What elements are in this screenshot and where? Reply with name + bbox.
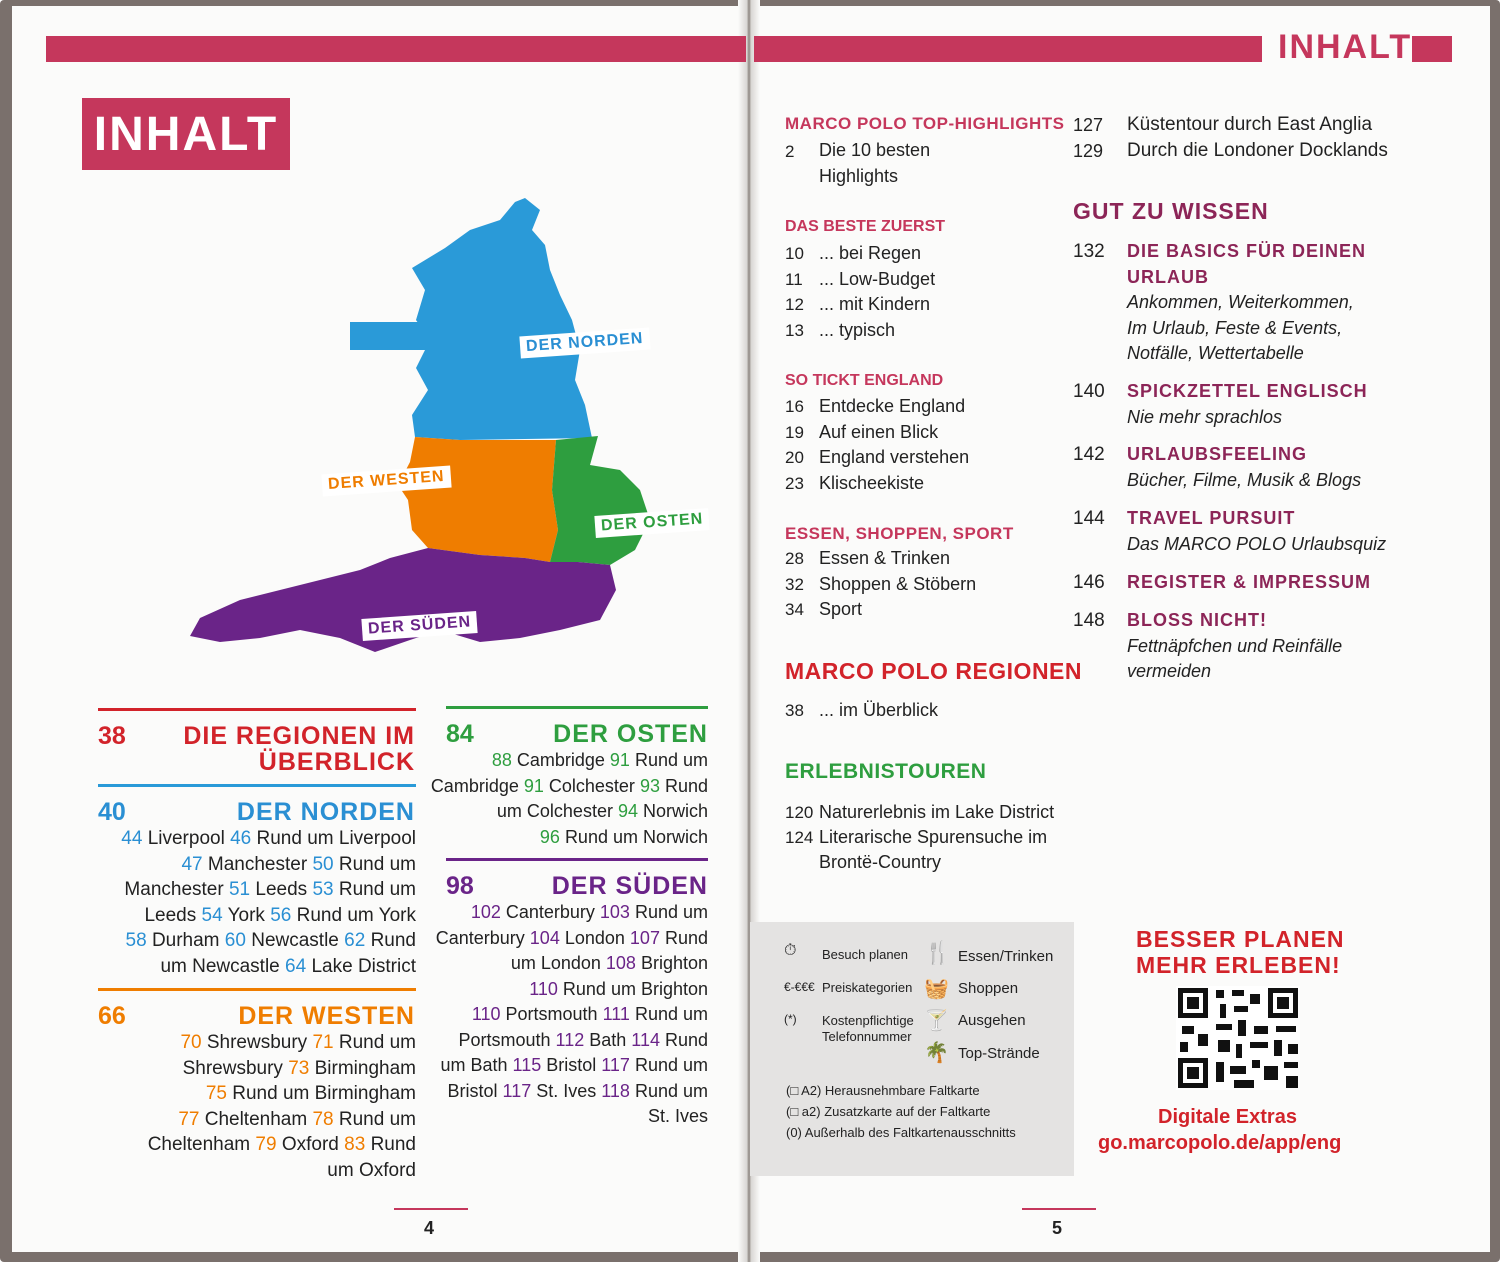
gut-entry-subtitle: Im Urlaub, Feste & Events,: [1127, 317, 1343, 338]
toc-entry-line: [206, 1083, 416, 1105]
page-ref-number: 62: [338, 930, 371, 951]
section-38-title-2: ÜBERBLICK: [258, 748, 415, 776]
toc-entry-line: [511, 953, 708, 974]
place-name: Rund um: [634, 1055, 708, 1075]
promo-url[interactable]: go.marcopolo.de/app/eng: [1098, 1132, 1342, 1154]
cutlery-icon: 🍴: [924, 940, 952, 965]
place-name: Portsmouth: [458, 1029, 551, 1050]
page-ref-number: 104: [524, 927, 565, 948]
page-ref-number: 44: [121, 828, 148, 849]
toc-entry: Klischeekiste: [819, 472, 925, 493]
place-name: Manchester: [124, 879, 224, 900]
gut-page-number: 146: [1073, 572, 1105, 593]
page-ref-number: 64: [279, 955, 312, 977]
place-name: Bristol: [546, 1055, 597, 1075]
rule-38: [98, 708, 416, 711]
page-ref-number: 70: [180, 1032, 207, 1053]
toc-page-number: 20: [785, 448, 804, 467]
place-name: Rund um Norwich: [564, 826, 708, 847]
place-name: Cambridge: [516, 750, 605, 770]
touren-title: ERLEBNISTOUREN: [785, 760, 987, 783]
england-region-map: [180, 190, 680, 670]
legend-kosten-1: Kostenpflichtige: [822, 1013, 914, 1028]
page-ref-number: 110: [529, 978, 563, 999]
place-name: York: [227, 904, 265, 926]
place-name: Lake District: [311, 955, 416, 977]
toc-entry: Sport: [819, 599, 863, 619]
place-name: Rund um: [634, 750, 708, 770]
regionen-title: MARCO POLO REGIONEN: [785, 658, 1083, 684]
gut-entry-subtitle: Notfälle, Wettertabelle: [1127, 343, 1304, 363]
page-ref-number: 102: [470, 902, 506, 922]
place-name: um Oxford: [327, 1159, 416, 1181]
toc-page-number: 16: [785, 397, 804, 416]
top-highlights-line-2: Highlights: [819, 166, 899, 186]
toc-page-number: 38: [785, 701, 804, 720]
toc-entry-line: [440, 1055, 708, 1076]
toc-entry: ... bei Regen: [819, 243, 922, 263]
page-ref-number: 111: [597, 1004, 635, 1024]
legend-strand: Top-Strände: [958, 1045, 1040, 1062]
place-name: Rund um: [338, 853, 416, 875]
rule-40: [98, 784, 416, 787]
essen-title: ESSEN, SHOPPEN, SPORT: [785, 524, 1014, 543]
clock-icon: ⏱: [784, 942, 797, 959]
top-highlights-num: 2: [785, 142, 795, 161]
place-name: Rund um Brighton: [562, 978, 708, 999]
right-footer-rule: [1022, 1208, 1096, 1210]
rule-84: [446, 706, 708, 709]
page-ref-number: 47: [181, 853, 208, 875]
toc-entry-line: [178, 1109, 416, 1131]
right-page-number: 5: [1052, 1218, 1063, 1238]
place-name: um London: [510, 953, 601, 973]
toc-entry: ... Low-Budget: [819, 268, 936, 289]
toc-entry: ... mit Kindern: [819, 294, 931, 314]
toc-entry-line: [327, 1160, 416, 1182]
section-66-num: 66: [98, 1002, 126, 1030]
palm-icon: 🌴: [924, 1042, 949, 1064]
toc-page-number: 19: [785, 422, 804, 442]
toc-entry-line: [160, 956, 416, 978]
place-name: St. Ives: [647, 1106, 708, 1126]
toc-page-number: 23: [785, 473, 804, 493]
page-ref-number: 56: [264, 904, 297, 926]
gut-entry-subtitle: Fettnäpfchen und Reinfälle: [1127, 635, 1343, 656]
legend-karte-1: (□ A2) Herausnehmbare Faltkarte: [786, 1083, 980, 1098]
toc-entry-line: [180, 1032, 416, 1054]
gut-entry-subtitle: Das MARCO POLO Urlaubsquiz: [1127, 533, 1387, 554]
toc-entry-line: [529, 979, 708, 1000]
toc-entry-line: [181, 854, 416, 876]
place-name: Rund um: [338, 1032, 416, 1053]
gut-zu-wissen-title: GUT ZU WISSEN: [1073, 198, 1269, 224]
promo-extras: Digitale Extras: [1158, 1106, 1297, 1128]
place-name: Bristol: [447, 1080, 498, 1101]
gut-entry-subtitle: Nie mehr sprachlos: [1127, 406, 1283, 427]
section-98-title: DER SÜDEN: [551, 872, 708, 900]
toc-entry-line: [148, 1134, 416, 1156]
toc-entry-line: [144, 905, 416, 927]
place-name: Rund um Birmingham: [232, 1083, 416, 1104]
section-38-title-1: DIE REGIONEN IM: [183, 722, 415, 750]
toc-page-number: 34: [785, 600, 804, 619]
gut-entry-subtitle: vermeiden: [1127, 661, 1212, 681]
page-ref-number: 77: [178, 1108, 205, 1130]
place-name: Rund: [664, 775, 708, 796]
toc-entry: ... typisch: [819, 319, 896, 340]
left-top-bar: [46, 36, 746, 62]
gut-page-number: 144: [1073, 508, 1105, 529]
toc-entry: Literarische Spurensuche im: [819, 827, 1048, 847]
place-name: Shrewsbury: [206, 1032, 308, 1053]
page-ref-number: 75: [205, 1083, 233, 1104]
section-84-num: 84: [446, 720, 474, 748]
legend-preis-symbol: €-€€€: [784, 980, 815, 994]
place-name: Rund um: [338, 1108, 416, 1130]
page-ref-number: 94: [612, 801, 643, 821]
toc-page-number: 28: [785, 549, 804, 568]
section-40-title: DER NORDEN: [236, 798, 415, 826]
section-38-num: 38: [98, 722, 126, 750]
toc-entry-line: [471, 902, 708, 923]
legend-karte-2: (□ a2) Zusatzkarte auf der Faltkarte: [786, 1104, 991, 1119]
gut-page-number: 140: [1073, 381, 1105, 402]
place-name: Leeds: [144, 904, 197, 926]
toc-page-number: 12: [785, 295, 804, 314]
page-ref-number: 91: [518, 775, 549, 796]
place-name: St. Ives: [536, 1080, 597, 1101]
toc-entry: England verstehen: [819, 447, 970, 467]
toc-entry-line: [448, 1081, 709, 1102]
page-ref-number: 91: [604, 750, 635, 770]
page-ref-number: 54: [196, 904, 228, 926]
page-ref-number: 73: [282, 1057, 315, 1079]
toc-entry-line: [497, 801, 708, 822]
section-98-num: 98: [446, 872, 474, 900]
place-name: Rund um: [338, 879, 416, 900]
toc-entry: Naturerlebnis im Lake District: [819, 802, 1055, 822]
gut-entry-subtitle: Ankommen, Weiterkommen,: [1127, 292, 1354, 312]
toc-entry: Essen & Trinken: [819, 548, 951, 568]
place-name: Durham: [151, 930, 220, 951]
place-name: Brighton: [640, 953, 708, 973]
section-40-num: 40: [98, 798, 126, 826]
toc-page-number: 10: [785, 244, 804, 263]
place-name: Canterbury: [435, 927, 525, 948]
so-tickt-title: SO TICKT ENGLAND: [785, 372, 944, 389]
place-name: um Colchester: [496, 801, 613, 821]
toc-entry-line: [436, 928, 708, 949]
page-ref-number: 93: [634, 775, 665, 796]
toc-entry-line: [126, 930, 416, 952]
toc-entry-line: [121, 828, 416, 850]
left-footer-rule: [394, 1208, 468, 1210]
legend-kosten-2: Telefonnummer: [822, 1029, 912, 1044]
toc-entry-line: [124, 879, 416, 901]
section-84-title: DER OSTEN: [553, 720, 708, 748]
place-name: London: [564, 927, 625, 948]
legend-preis: Preiskategorien: [822, 980, 913, 995]
place-name: Norwich: [642, 801, 708, 821]
right-top-bar: [754, 36, 1262, 62]
gut-page-number: 148: [1073, 610, 1105, 631]
region-east-shape: [550, 436, 650, 565]
toc-entry: Shoppen & Stöbern: [819, 573, 977, 594]
place-name: Rund: [664, 927, 708, 948]
place-name: Rund um: [634, 902, 708, 922]
map-label-east: DER OSTEN: [594, 508, 710, 538]
toc-page-number: 127: [1073, 115, 1104, 135]
legend-karte-3: (0) Außerhalb des Faltkartenausschnitts: [786, 1125, 1016, 1140]
place-name: Rund um: [634, 1080, 708, 1101]
left-heading: INHALT: [82, 98, 290, 170]
page-ref-number: 46: [224, 828, 257, 849]
toc-page-number: 129: [1073, 141, 1104, 161]
page-ref-number: 117: [497, 1080, 537, 1101]
gut-entry-title: TRAVEL PURSUIT: [1127, 508, 1296, 528]
toc-entry: Entdecke England: [819, 396, 966, 416]
page-ref-number: 103: [594, 902, 635, 922]
gut-entry-title: SPICKZETTEL ENGLISCH: [1127, 381, 1368, 401]
toc-entry-line: [472, 1004, 708, 1025]
page-ref-number: 83: [338, 1134, 371, 1155]
page-ref-number: 96: [539, 826, 565, 847]
place-name: Shrewsbury: [182, 1057, 283, 1079]
page-ref-number: 58: [125, 930, 152, 951]
place-name: Leeds: [255, 879, 308, 900]
page-ref-number: 117: [596, 1055, 635, 1075]
legend-besuch: Besuch planen: [822, 947, 909, 962]
promo-line-2: MEHR ERLEBEN!: [1136, 952, 1341, 978]
page-ref-number: 108: [600, 953, 641, 973]
place-name: Liverpool: [147, 828, 225, 849]
gut-page-number: 142: [1073, 444, 1105, 465]
toc-entry-line: [431, 776, 708, 797]
toc-entry: Brontë-Country: [819, 852, 942, 872]
legend-essen: Essen/Trinken: [958, 948, 1054, 965]
legend-ausgehen: Ausgehen: [958, 1012, 1026, 1029]
place-name: Bath: [589, 1029, 627, 1050]
cocktail-icon: 🍸: [924, 1010, 949, 1032]
page-ref-number: 114: [626, 1029, 665, 1050]
page-ref-number: 79: [250, 1134, 282, 1155]
gut-entry-title: DIE BASICS FÜR DEINEN: [1127, 241, 1367, 261]
place-name: Rund um York: [296, 904, 416, 926]
left-page-number: 4: [424, 1218, 435, 1238]
right-heading: INHALT: [1278, 28, 1413, 66]
section-66-title: DER WESTEN: [238, 1002, 415, 1030]
place-name: Colchester: [548, 775, 635, 796]
toc-entry-line: [183, 1058, 416, 1080]
place-name: Cambridge: [430, 775, 519, 796]
toc-entry-line: [458, 1030, 708, 1051]
place-name: Oxford: [281, 1134, 339, 1155]
place-name: um Newcastle: [160, 955, 280, 977]
toc-page-number: 120: [785, 803, 814, 822]
place-name: um Bath: [440, 1055, 508, 1075]
page-ref-number: 53: [307, 879, 339, 900]
map-label-north: DER NORDEN: [519, 328, 650, 359]
page-ref-number: 78: [307, 1108, 339, 1130]
gut-entry-title: URLAUB: [1127, 266, 1209, 287]
place-name: Birmingham: [314, 1057, 416, 1079]
map-label-south: DER SÜDEN: [361, 611, 477, 641]
page-ref-number: 115: [507, 1055, 547, 1075]
toc-entry-line: [648, 1106, 708, 1127]
toc-page-number: 32: [785, 574, 804, 594]
place-name: Rund: [664, 1029, 708, 1050]
place-name: Rund: [370, 1134, 416, 1155]
page-ref-number: 118: [596, 1080, 635, 1101]
place-name: Manchester: [207, 853, 308, 875]
gut-entry-subtitle: Bücher, Filme, Musik & Blogs: [1127, 469, 1362, 490]
top-highlights-line-1: Die 10 besten: [819, 140, 931, 160]
qr-code-icon[interactable]: [1176, 986, 1300, 1090]
toc-entry: Auf einen Blick: [819, 421, 939, 442]
region-north-shape: [412, 198, 592, 440]
page-ref-number: 60: [219, 930, 252, 951]
place-name: Cheltenham: [147, 1134, 251, 1155]
gut-entry-title: REGISTER & IMPRESSUM: [1127, 572, 1372, 592]
page-ref-number: 71: [307, 1032, 339, 1053]
toc-entry: Durch die Londoner Docklands: [1127, 140, 1388, 161]
toc-page-number: 124: [785, 828, 814, 847]
page-ref-number: 50: [307, 853, 339, 875]
gut-entry-title: BLOSS NICHT!: [1127, 610, 1267, 630]
legend-shoppen: Shoppen: [958, 980, 1019, 997]
page-ref-number: 51: [223, 879, 256, 900]
place-name: Rund um Liverpool: [256, 828, 416, 849]
place-name: Rund: [370, 930, 416, 951]
gut-page-number: 132: [1073, 241, 1105, 262]
toc-entry-line: [492, 750, 708, 771]
toc-entry: Küstentour durch East Anglia: [1127, 114, 1373, 135]
page-ref-number: 107: [624, 927, 665, 948]
toc-entry: ... im Überblick: [819, 700, 939, 720]
place-name: Cheltenham: [204, 1108, 308, 1130]
place-name: Rund um: [634, 1004, 708, 1024]
top-highlights-title: MARCO POLO TOP-HIGHLIGHTS: [785, 114, 1065, 133]
place-name: Newcastle: [251, 930, 339, 951]
page-ref-number: 88: [491, 750, 517, 770]
place-name: Canterbury: [505, 902, 595, 922]
toc-entry-line: [540, 827, 708, 848]
map-label-west: DER WESTEN: [321, 466, 451, 497]
toc-page-number: 13: [785, 320, 804, 340]
page-ref-number: 112: [550, 1029, 590, 1050]
toc-page-number: 11: [785, 269, 803, 289]
promo-line-1: BESSER PLANEN: [1136, 926, 1345, 952]
gut-entry-title: URLAUBSFEELING: [1127, 444, 1307, 464]
rule-66: [98, 988, 416, 991]
das-beste-title: DAS BESTE ZUERST: [785, 218, 946, 235]
right-top-bar-end: [1412, 36, 1452, 62]
basket-icon: 🧺: [924, 978, 949, 1000]
region-west-shape: [398, 437, 558, 562]
page-ref-number: 110: [471, 1004, 506, 1024]
legend-kosten-symbol: (*): [784, 1012, 797, 1026]
place-name: Portsmouth: [505, 1004, 598, 1024]
rule-98: [446, 858, 708, 861]
